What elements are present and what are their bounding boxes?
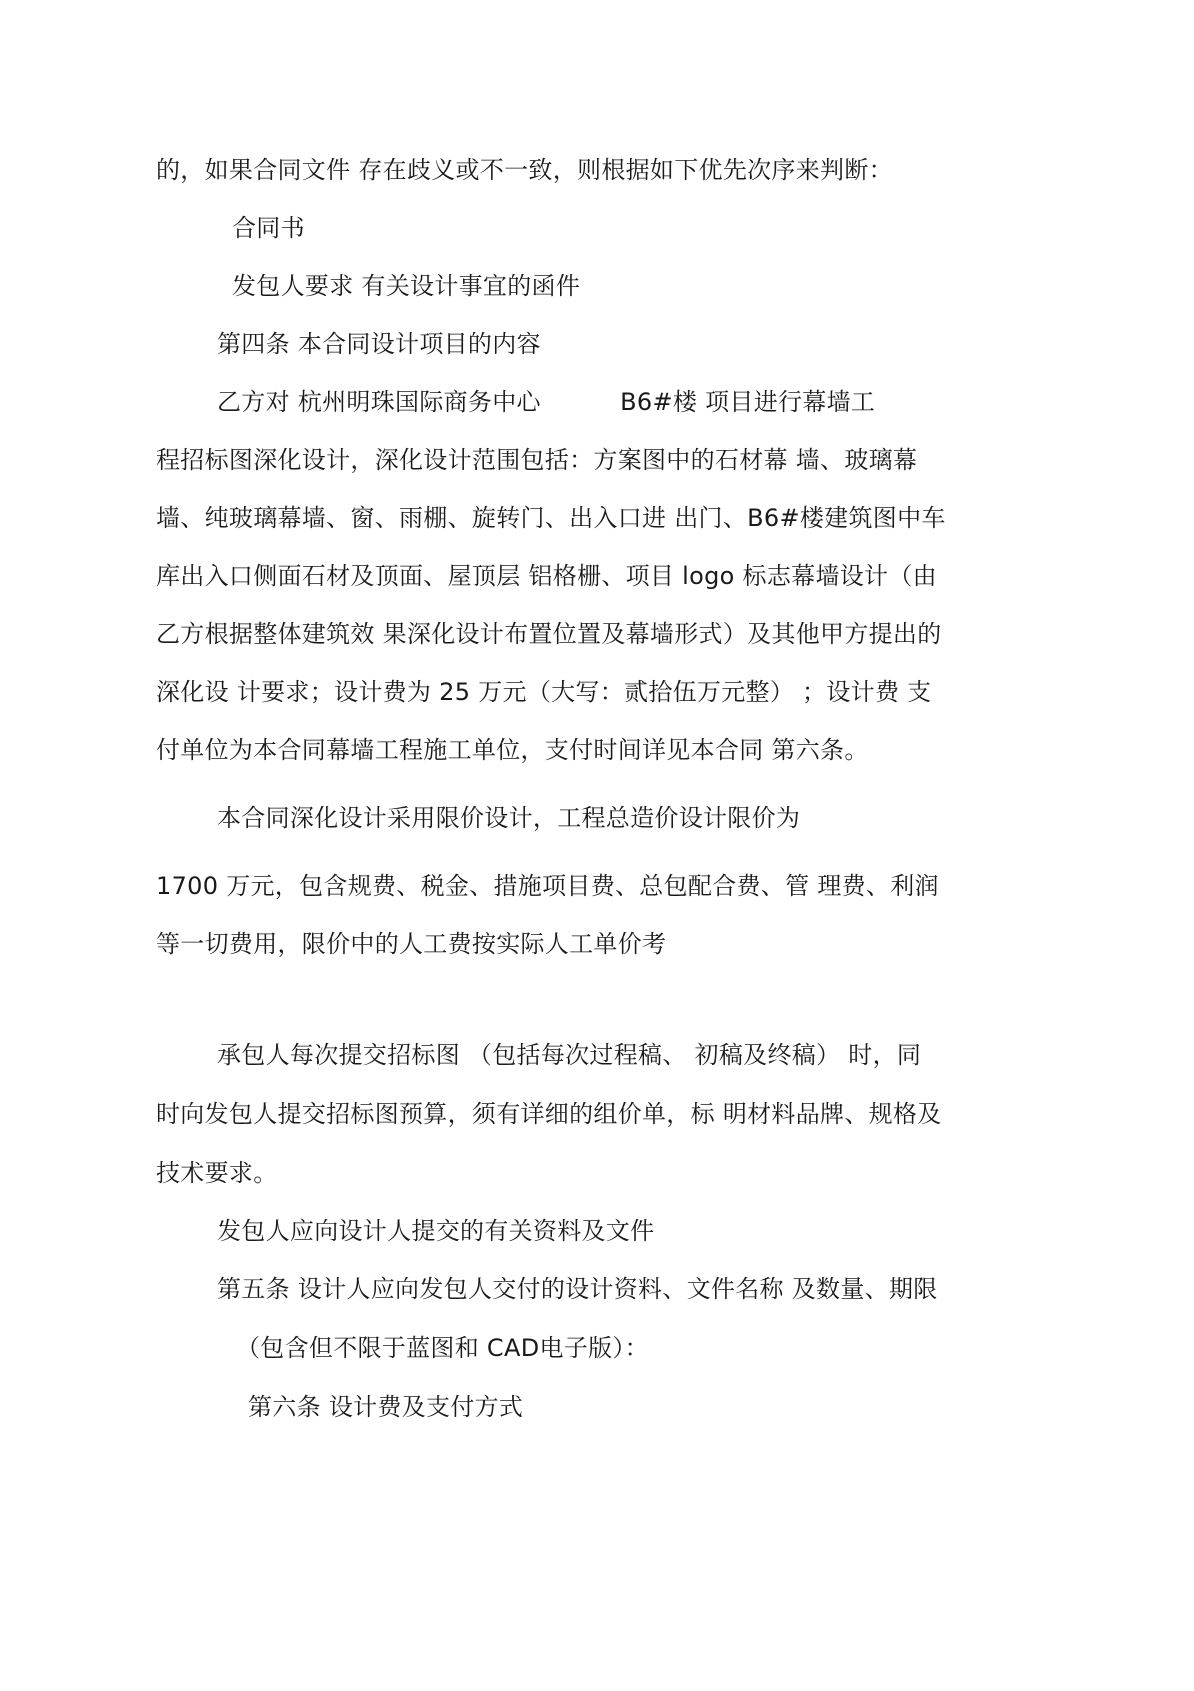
text-line-8: 库出入口侧面石材及顶面、屋顶层 铝格栅、项目 logo 标志幕墙设计（由 bbox=[156, 562, 937, 590]
text-line-2: 合同书 bbox=[232, 214, 305, 242]
text-line-10: 深化设 计要求；设计费为 25 万元（大写：贰拾伍万元整） ；设计费 支 bbox=[156, 678, 932, 706]
text-line-14: 等一切费用，限价中的人工费按实际人工单价考 bbox=[156, 930, 667, 958]
text-line-12: 本合同深化设计采用限价设计，工程总造价设计限价为 bbox=[217, 804, 801, 832]
text-line-3: 发包人要求 有关设计事宜的函件 bbox=[232, 272, 581, 300]
text-line-16: 时向发包人提交招标图预算，须有详细的组价单，标 明材料品牌、规格及 bbox=[156, 1100, 942, 1128]
text-line-17: 技术要求。 bbox=[156, 1159, 278, 1187]
text-line-1: 的，如果合同文件 存在歧义或不一致，则根据如下优先次序来判断： bbox=[156, 156, 893, 184]
text-line-6: 程招标图深化设计，深化设计范围包括：方案图中的石材幕 墙、玻璃幕 bbox=[156, 446, 918, 474]
section-heading-6: 第六条 设计费及支付方式 bbox=[248, 1393, 524, 1421]
section-heading-5: 第五条 设计人应向发包人交付的设计资料、文件名称 及数量、期限 bbox=[217, 1275, 938, 1303]
text-line-7: 墙、纯玻璃幕墙、窗、雨棚、旋转门、出入口进 出门、B6#楼建筑图中车 bbox=[156, 504, 946, 532]
section-heading-4: 第四条 本合同设计项目的内容 bbox=[217, 330, 541, 358]
text-line-13: 1700 万元，包含规费、税金、措施项目费、总包配合费、管 理费、利润 bbox=[156, 872, 939, 900]
text-line-20: （包含但不限于蓝图和 CAD电子版）： bbox=[236, 1334, 649, 1362]
text-line-5: 乙方对 杭州明珠国际商务中心 B6#楼 项目进行幕墙工 bbox=[217, 388, 876, 416]
text-line-9: 乙方根据整体建筑效 果深化设计布置位置及幕墙形式）及其他甲方提出的 bbox=[156, 620, 942, 648]
text-line-18: 发包人应向设计人提交的有关资料及文件 bbox=[217, 1217, 655, 1245]
text-line-11: 付单位为本合同幕墙工程施工单位，支付时间详见本合同 第六条。 bbox=[156, 736, 869, 764]
text-line-15: 承包人每次提交招标图 （包括每次过程稿、 初稿及终稿） 时，同 bbox=[217, 1041, 922, 1069]
